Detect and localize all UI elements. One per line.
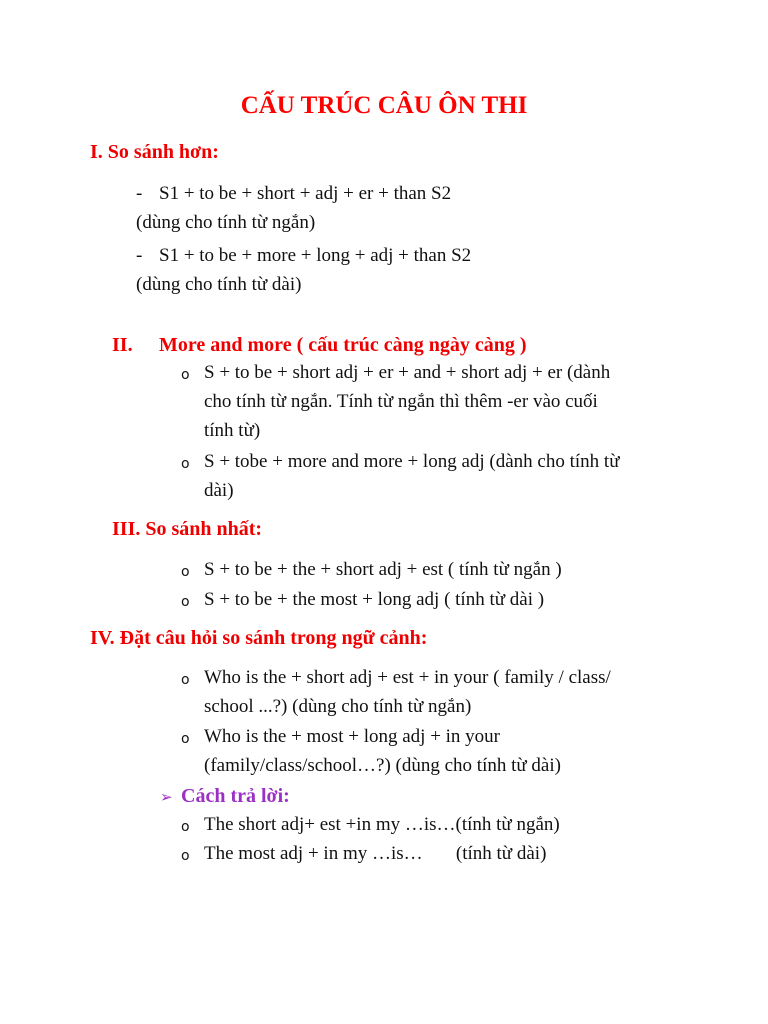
section-3-heading: III. So sánh nhất: (112, 518, 263, 540)
dash-marker: - (136, 245, 143, 266)
circle-bullet-icon: o (181, 367, 190, 383)
section-1-rule-1: S1 + to be + short + adj + er + than S2 (159, 183, 452, 204)
circle-bullet-icon: o (181, 672, 190, 688)
circle-bullet-icon: o (181, 564, 190, 580)
section-4-heading: IV. Đặt câu hỏi so sánh trong ngữ cảnh: (90, 627, 428, 649)
section-4-rule-2-line-1: Who is the + most + long adj + in your (204, 726, 501, 747)
circle-bullet-icon: o (181, 731, 190, 747)
section-1-note-1: (dùng cho tính từ ngắn) (136, 212, 316, 233)
circle-bullet-icon: o (181, 456, 190, 472)
section-2-heading: More and more ( cấu trúc càng ngày càng ) (159, 334, 527, 356)
section-2-rule-2-line-1: S + tobe + more and more + long adj (dành cho tính từ (204, 451, 620, 472)
section-1-heading: I. So sánh hơn: (90, 141, 219, 163)
section-2-rule-1-line-1: S + to be + short adj + er + and + short adj + er (dành (204, 362, 611, 383)
section-4-rule-1-line-1: Who is the + short adj + est + in your ( family / class/ (204, 667, 611, 688)
answer-rule-2: The most adj + in my …is… (tính từ dài) (204, 843, 547, 864)
answer-rule-1: The short adj+ est +in my …is…(tính từ ngắn) (204, 814, 560, 835)
section-1-note-2: (dùng cho tính từ dài) (136, 274, 302, 295)
arrow-bullet-icon: ➢ (160, 788, 173, 806)
section-4-rule-1-line-2: school ...?) (dùng cho tính từ ngắn) (204, 696, 472, 717)
answer-heading: Cách trả lời: (181, 785, 290, 807)
section-2-rule-1-line-3: tính từ) (204, 420, 261, 441)
section-3-rule-2: S + to be + the most + long adj ( tính từ dài ) (204, 589, 545, 610)
section-2-rule-2-line-2: dài) (204, 480, 234, 501)
circle-bullet-icon: o (181, 594, 190, 610)
circle-bullet-icon: o (181, 848, 190, 864)
circle-bullet-icon: o (181, 819, 190, 835)
document-title: CẤU TRÚC CÂU ÔN THI (240, 92, 528, 119)
section-4-rule-2-line-2: (family/class/school…?) (dùng cho tính từ dài) (204, 755, 561, 776)
section-1-rule-2: S1 + to be + more + long + adj + than S2 (159, 245, 472, 266)
section-2-rule-1-line-2: cho tính từ ngắn. Tính từ ngắn thì thêm -er vào cuối (204, 391, 598, 412)
section-3-rule-1: S + to be + the + short adj + est ( tính từ ngắn ) (204, 559, 562, 580)
dash-marker: - (136, 183, 143, 204)
section-2-numeral: II. (112, 334, 133, 356)
